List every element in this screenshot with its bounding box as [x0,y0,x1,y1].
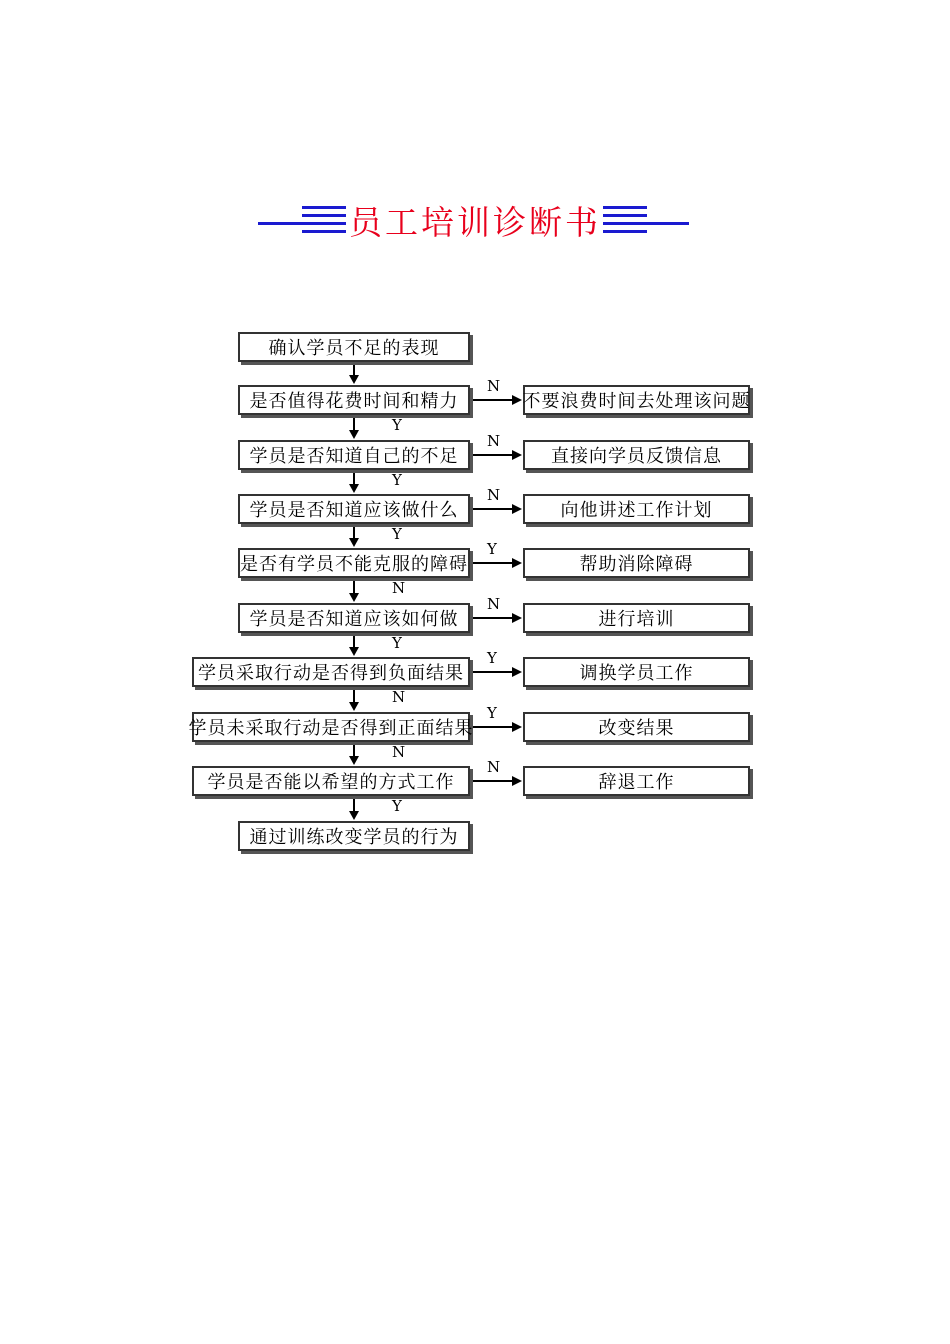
branch-label: Y [392,797,402,815]
arrow-head-right [512,450,522,460]
step-box: 学员是否知道应该做什么 [238,494,470,524]
branch-label: Y [487,540,497,558]
outcome-box: 进行培训 [523,603,750,633]
branch-label: Y [392,471,402,489]
arrow-head-down [349,538,359,547]
step-box: 学员是否知道自己的不足 [238,440,470,470]
step-box: 是否值得花费时间和精力 [238,385,470,415]
branch-label: N [392,688,406,706]
outcome-box: 直接向学员反馈信息 [523,440,750,470]
branch-label: N [487,377,501,395]
step-box: 学员是否知道应该如何做 [238,603,470,633]
step-box: 学员未采取行动是否得到正面结果 [192,712,470,742]
arrow-head-right [512,395,522,405]
arrow-head-right [512,504,522,514]
branch-label: Y [487,704,497,722]
page-title: 员工培训诊断书 [349,202,601,242]
arrow-head-down [349,593,359,602]
branch-label: N [487,432,501,450]
outcome-box: 不要浪费时间去处理该问题 [523,385,750,415]
outcome-box: 向他讲述工作计划 [523,494,750,524]
step-box: 是否有学员不能克服的障碍 [238,548,470,578]
arrow-head-down [349,484,359,493]
branch-label: Y [392,634,402,652]
outcome-box: 改变结果 [523,712,750,742]
arrow-head-down [349,756,359,765]
step-box: 通过训练改变学员的行为 [238,821,470,851]
branch-label: N [487,758,501,776]
arrow-head-right [512,776,522,786]
arrow-head-right [512,613,522,623]
step-box: 学员是否能以希望的方式工作 [192,766,470,796]
arrow-head-down [349,811,359,820]
arrow-head-down [349,702,359,711]
outcome-box: 调换学员工作 [523,657,750,687]
step-box: 学员采取行动是否得到负面结果 [192,657,470,687]
arrow-head-down [349,430,359,439]
arrow-head-down [349,375,359,384]
branch-label: Y [487,649,497,667]
outcome-box: 辞退工作 [523,766,750,796]
step-box: 确认学员不足的表现 [238,332,470,362]
branch-label: Y [392,525,402,543]
branch-label: N [392,579,406,597]
arrow-head-right [512,722,522,732]
branch-label: Y [392,416,402,434]
arrow-head-right [512,667,522,677]
outcome-box: 帮助消除障碍 [523,548,750,578]
branch-label: N [392,743,406,761]
branch-label: N [487,595,501,613]
arrow-head-down [349,647,359,656]
branch-label: N [487,486,501,504]
arrow-head-right [512,558,522,568]
